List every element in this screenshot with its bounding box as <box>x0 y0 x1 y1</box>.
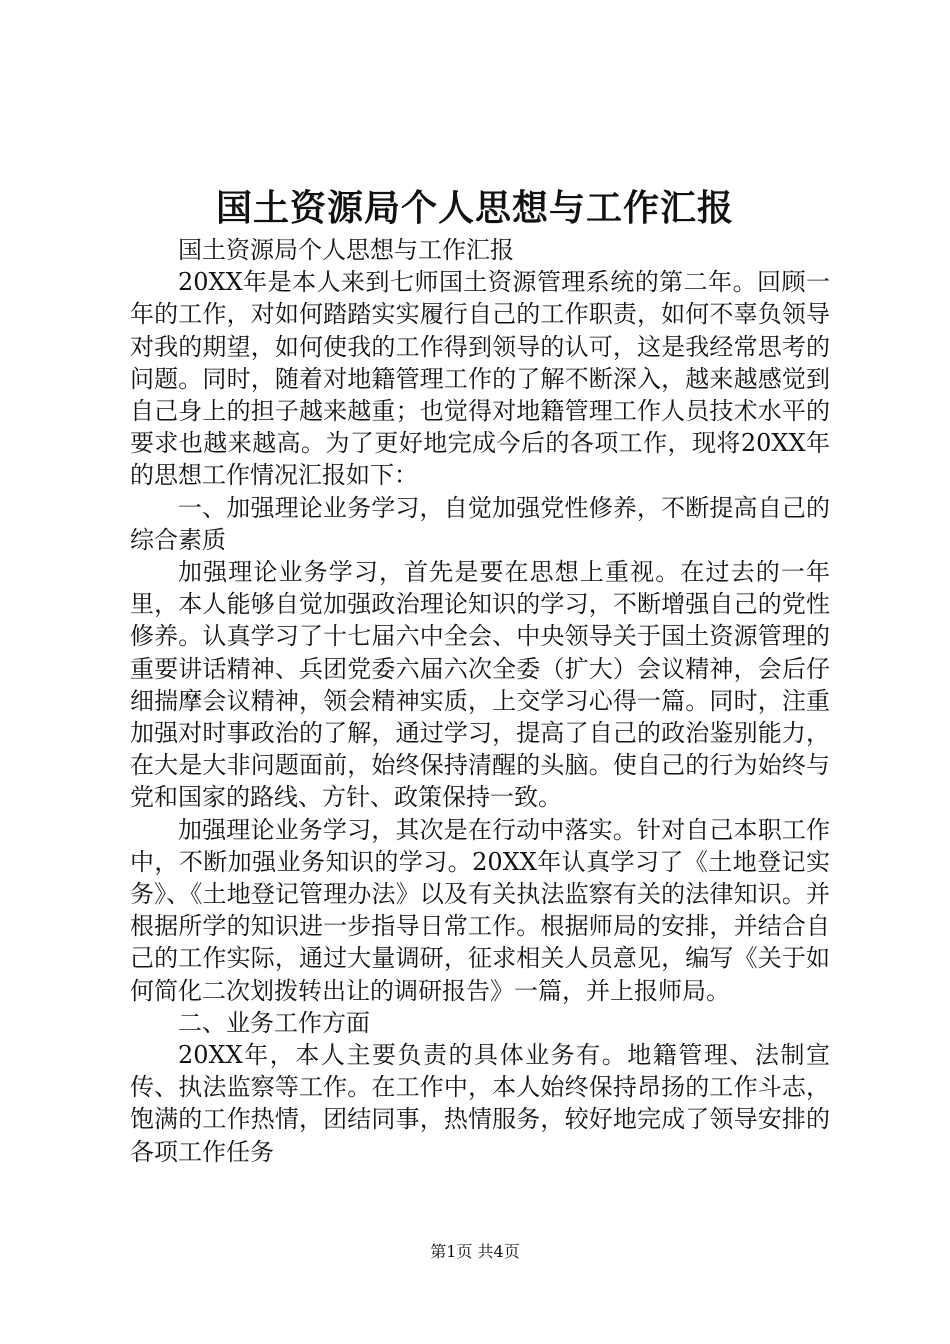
section-heading-2: 二、业务工作方面 <box>178 1008 370 1037</box>
paragraph-practice: 加强理论业务学习，其次是在行动中落实。针对自己本职工作中，不断加强业务知识的学习。20XX年认真学习了《土地登记实务》、《土地登记管理办法》以及有关执法监察有关的法律知识。并根据所学的知识进一步指导日常工作。根据师局的安排，并结合自己的工作实际，通过大量调研，征求相关人员意见，编写《关于如何简化二次划拨转出让的调研报告》一篇，并上报师局。 <box>130 815 830 1005</box>
document-title: 国土资源局个人思想与工作汇报 <box>215 187 734 229</box>
paragraph-theory-study: 加强理论业务学习，首先是要在思想上重视。在过去的一年里，本人能够自觉加强政治理论知识的学习，不断增强自己的党性修养。认真学习了十七届六中全会、中央领导关于国土资源管理的重要讲话精神、兵团党委六届六次全委（扩大）会议精神，会后仔细揣摩会议精神，领会精神实质，上交学习心得一篇。同时，注重加强对时事政治的了解，通过学习，提高了自己的政治鉴别能力，在大是大非问题面前，始终保持清醒的头脑。使自己的行为始终与党和国家的路线、方针、政策保持一致。 <box>130 558 830 812</box>
page-footer: 第1页 共4页 <box>430 1242 520 1261</box>
paragraph-intro: 20XX年是本人来到七师国土资源管理系统的第二年。回顾一年的工作，对如何踏踏实实履行自己的工作职责，如何不辜负领导对我的期望，如何使我的工作得到领导的认可，这是我经常思考的问题。同时，随着对地籍管理工作的了解不断深入，越来越感觉到自己身上的担子越来越重；也觉得对地籍管理工作人员技术水平的要求也越来越高。为了更好地完成今后的各项工作，现将20XX年的思想工作情况汇报如下： <box>130 268 830 490</box>
paragraph-business-work: 20XX年，本人主要负责的具体业务有。地籍管理、法制宣传、执法监察等工作。在工作中，本人始终保持昂扬的工作斗志，饱满的工作热情，团结同事，热情服务，较好地完成了领导安排的各项工作任务 <box>130 1041 830 1166</box>
section-heading-1: 一、加强理论业务学习，自觉加强党性修养，不断提高自己的综合素质 <box>130 493 830 554</box>
paragraph-subtitle: 国土资源局个人思想与工作汇报 <box>178 236 514 264</box>
document-body <box>130 234 830 1168</box>
